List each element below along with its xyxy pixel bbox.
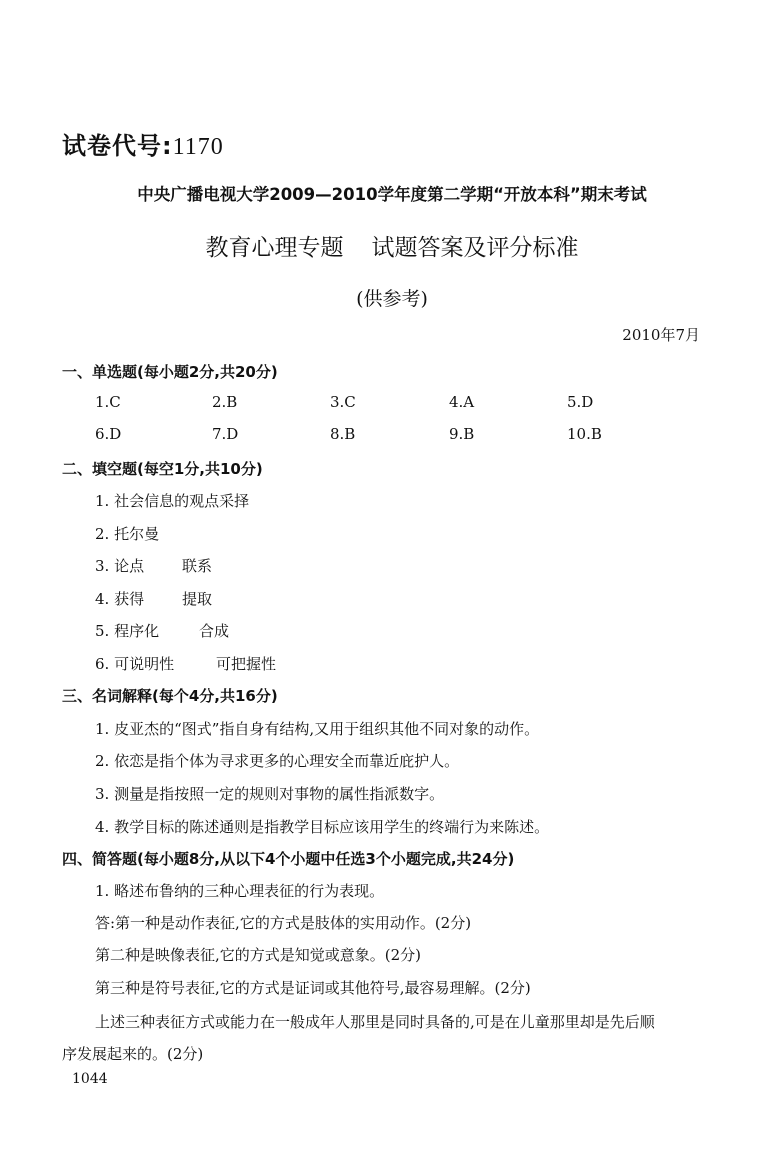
answer-line: 答:第一种是动作表征,它的方式是肢体的实用动作。(2分) <box>95 914 472 932</box>
fill-answer: 2. 托尔曼 <box>95 525 160 543</box>
mcq-answer: 8.B <box>330 425 356 443</box>
university-line: 中央广播电视大学2009—2010学年度第二学期“开放本科”期末考试 <box>137 185 647 204</box>
page-title <box>0 229 784 262</box>
fill-answer: 5. 程序化 <box>95 622 160 640</box>
fill-answer-second: 合成 <box>199 622 230 640</box>
fill-answer-second: 可把握性 <box>216 655 277 673</box>
reference-note: (供参考) <box>356 288 428 310</box>
fill-answer-second: 提取 <box>182 590 213 608</box>
fill-answer: 1. 社会信息的观点采择 <box>95 492 250 510</box>
title-subtitle: 试题答案及评分标准 <box>371 235 579 261</box>
mcq-answer: 3.C <box>330 393 356 411</box>
fill-answer: 6. 可说明性 <box>95 655 175 673</box>
answer-line: 上述三种表征方式或能力在一般成年人那里是同时具备的,可是在儿童那里却是先后顺 <box>95 1013 655 1031</box>
exam-code-label: 试卷代号: <box>62 132 173 160</box>
fill-answer: 3. 论点 <box>95 557 145 575</box>
mcq-answer: 4.A <box>449 393 475 411</box>
answer-line: 第三种是符号表征,它的方式是证词或其他符号,最容易理解。(2分) <box>95 979 531 997</box>
mcq-answer: 2.B <box>212 393 238 411</box>
mcq-answer: 5.D <box>567 393 594 411</box>
exam-code <box>62 126 224 161</box>
page-number: 1044 <box>72 1071 108 1087</box>
title-course: 教育心理专题 <box>205 235 344 261</box>
definition-item: 3. 测量是指按照一定的规则对事物的属性指派数字。 <box>95 785 445 803</box>
section3-title: 三、名词解释(每个4分,共16分) <box>62 687 278 705</box>
fill-answer: 4. 获得 <box>95 590 145 608</box>
definition-item: 2. 依恋是指个体为寻求更多的心理安全而靠近庇护人。 <box>95 752 460 770</box>
fill-answer-second: 联系 <box>182 557 213 575</box>
mcq-answer: 7.D <box>212 425 239 443</box>
section1-title: 一、单选题(每小题2分,共20分) <box>62 363 278 381</box>
answer-line: 序发展起来的。(2分) <box>62 1045 204 1063</box>
exam-code-number: 1170 <box>172 134 224 160</box>
mcq-answer: 1.C <box>95 393 121 411</box>
definition-item: 4. 教学目标的陈述通则是指教学目标应该用学生的终端行为来陈述。 <box>95 818 550 836</box>
mcq-answer: 6.D <box>95 425 122 443</box>
definition-item: 1. 皮亚杰的“图式”指自身有结构,又用于组织其他不同对象的动作。 <box>95 720 540 738</box>
answer-line: 第二种是映像表征,它的方式是知觉或意象。(2分) <box>95 946 422 964</box>
exam-date: 2010年7月 <box>622 326 700 344</box>
section4-title: 四、简答题(每小题8分,从以下4个小题中任选3个小题完成,共24分) <box>62 850 515 868</box>
section2-title: 二、填空题(每空1分,共10分) <box>62 460 263 478</box>
question-1: 1. 略述布鲁纳的三种心理表征的行为表现。 <box>95 882 385 900</box>
mcq-answer: 10.B <box>567 425 602 443</box>
mcq-answer: 9.B <box>449 425 475 443</box>
